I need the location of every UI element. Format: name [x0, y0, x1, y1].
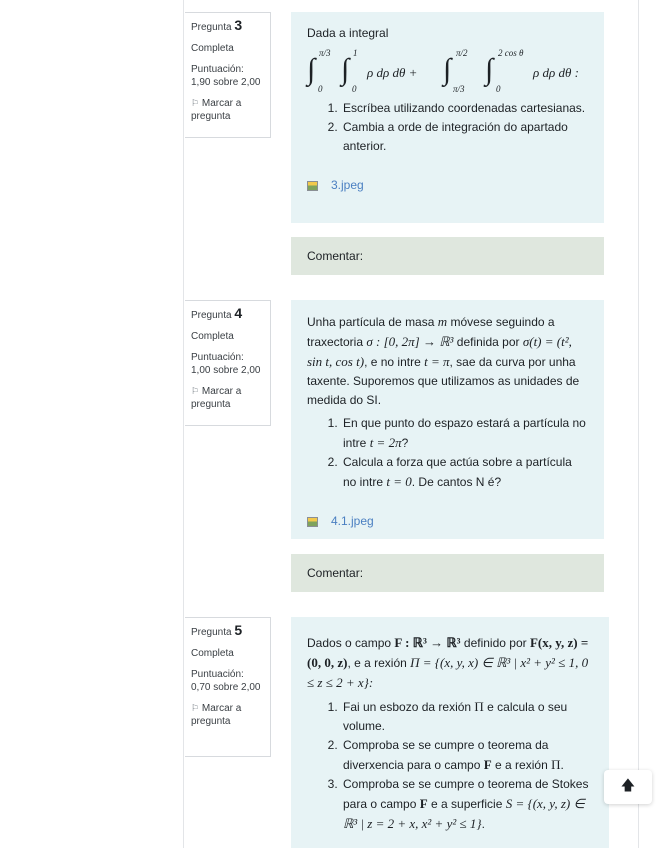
comment-button[interactable]: Comentar: — [291, 554, 604, 592]
question-4-content — [291, 300, 604, 539]
attachment-link[interactable]: 3.jpeg — [331, 178, 364, 192]
flag-icon: ⚐ — [191, 386, 200, 396]
list-item: 2. Cambia a orde de integración do apartado anterior. — [341, 118, 588, 156]
question-number-value: 4 — [234, 305, 243, 321]
question-number-value: 3 — [234, 17, 243, 33]
question-items — [307, 697, 593, 834]
question-items — [307, 414, 588, 492]
question-state: Completa — [191, 648, 234, 659]
flag-question-link[interactable]: ⚐ Marcar a pregunta — [191, 703, 242, 727]
integral-formula: ∫ π/3 0 ∫ 1 0 ρ dρ dθ + ∫ π/2 π/3 ∫ 2 cos θ 0 ρ dρ dθ : — [307, 48, 579, 94]
comment-button[interactable]: Comentar: — [291, 237, 604, 275]
question-grade: Puntuación: 1,00 sobre 2,00 — [191, 352, 261, 376]
question-items — [307, 99, 588, 156]
question-text: Dados o campo F : ℝ³ → ℝ³ definido por F(x, y, z) = (0, 0, z), e a rexión Π = {(x, y, x) ∈ ℝ³ | x² + y² ≤ 1, 0 ≤ z ≤ 2 + x}: — [307, 635, 589, 690]
question-grade: Puntuación: 1,90 sobre 2,00 — [191, 64, 261, 88]
question-5-info — [185, 617, 271, 757]
flag-icon: ⚐ — [191, 98, 200, 108]
flag-question-link[interactable]: ⚐ Marcar a pregunta — [191, 386, 242, 410]
attachment-link[interactable]: 4.1.jpeg — [331, 514, 374, 528]
question-state: Completa — [191, 331, 234, 342]
question-5-content — [291, 617, 609, 848]
list-item: 2. Calcula a forza que actúa sobre a partícula no intre t = 0. De cantos N é? — [341, 453, 588, 492]
back-to-top-button[interactable] — [604, 770, 652, 804]
question-3-info — [185, 12, 271, 138]
question-3-content — [291, 12, 604, 223]
image-file-icon — [307, 181, 318, 191]
list-item: 1. Fai un esbozo da rexión Π e calcula o seu volume. — [341, 697, 593, 736]
question-number: Pregunta 3 — [191, 17, 243, 33]
question-intro: Dada a integral — [307, 26, 389, 40]
question-text: Unha partícula de masa m móvese seguindo a traxectoria σ : [0, 2π] → ℝ³ definida por σ(t) = (t², sin t, cos t), e no intre t = π, sae da curva por unha taxente. Suporemos que utilizamos as unidades de medida do SI. — [307, 314, 580, 407]
arrow-up-icon: 🡅 — [620, 777, 636, 793]
flag-question-link[interactable]: ⚐ Marcar a pregunta — [191, 98, 242, 122]
image-file-icon — [307, 517, 318, 527]
flag-icon: ⚐ — [191, 703, 200, 713]
question-number: Pregunta 4 — [191, 305, 243, 321]
list-item: 3. Comproba se se cumpre o teorema de Stokes para o campo F e a superficie S = {(x, y, z) ∈ ℝ³ | z = 2 + x, x² + y² ≤ 1}. — [341, 775, 593, 834]
list-item: 1. En que punto do espazo estará a partícula no intre t = 2π? — [341, 414, 588, 453]
question-number: Pregunta 5 — [191, 622, 243, 638]
question-number-value: 5 — [234, 622, 243, 638]
question-grade: Puntuación: 0,70 sobre 2,00 — [191, 669, 261, 693]
question-state: Completa — [191, 43, 234, 54]
attachment — [307, 176, 588, 195]
list-item: 2. Comproba se se cumpre o teorema da diverxencia para o campo F e a rexión Π. — [341, 736, 593, 775]
page-left-border — [183, 0, 184, 848]
attachment — [307, 512, 588, 531]
question-4-info — [185, 300, 271, 426]
list-item: 1. Escríbea utilizando coordenadas cartesianas. — [341, 99, 588, 118]
page-right-border — [638, 0, 639, 848]
